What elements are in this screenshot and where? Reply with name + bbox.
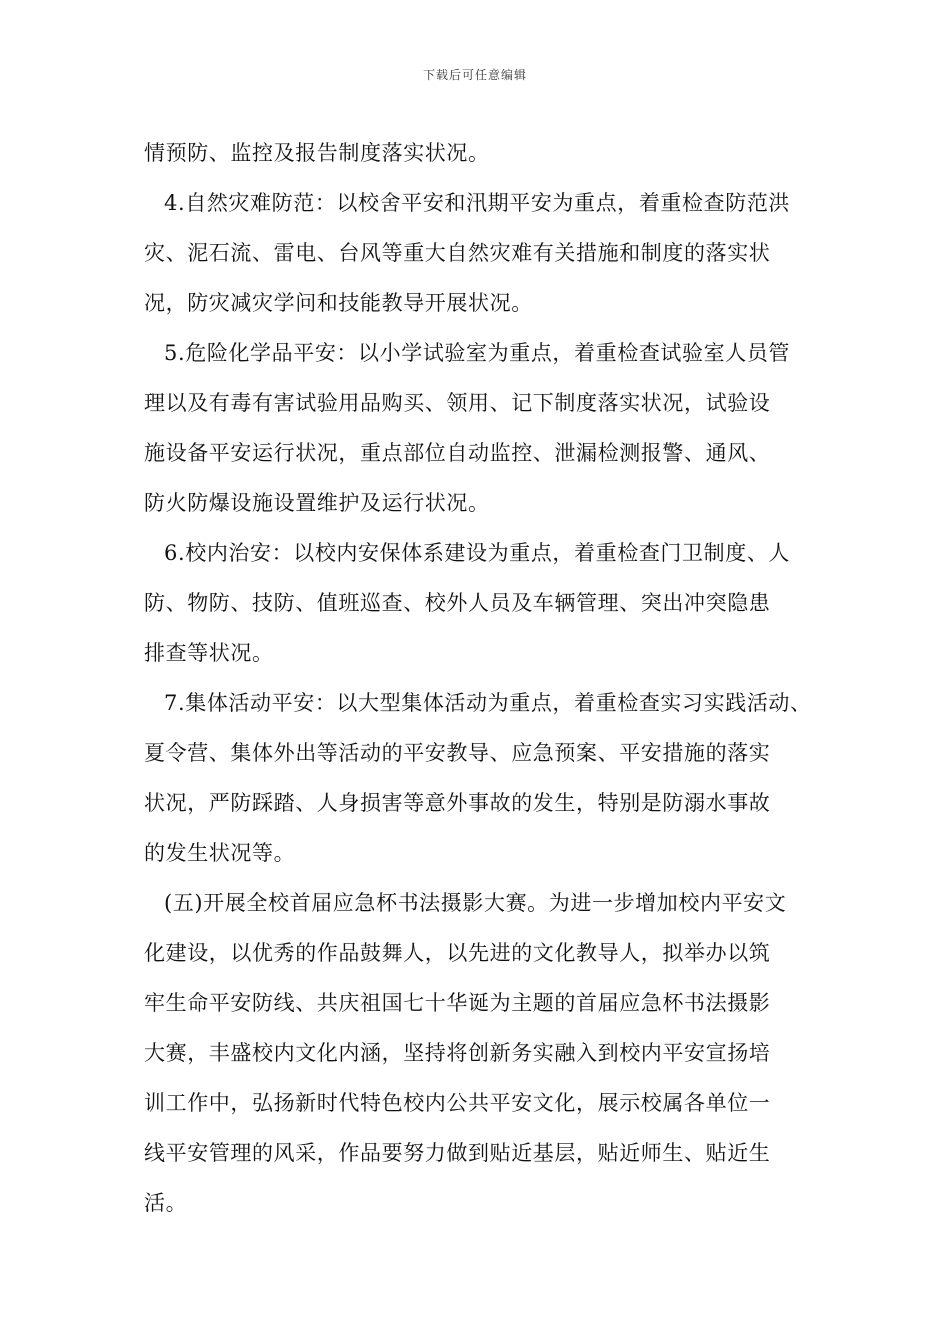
text-line: 牢生命平安防线、共庆祖国七十华诞为主题的首届应急杯书法摄影 — [144, 991, 771, 1015]
text-line: 的发生状况等。 — [144, 841, 296, 865]
text-line: 施设备平安运行状况，重点部位自动监控、泄漏检测报警、通风、 — [144, 441, 771, 465]
text-line: 理以及有毒有害试验用品购买、领用、记下制度落实状况，试验设 — [144, 391, 771, 415]
section-five-heading-line: (五)开展全校首届应急杯书法摄影大赛。为进一步增加校内平安文 — [164, 891, 787, 915]
text-line: 线平安管理的风采，作品要努力做到贴近基层，贴近师生、贴近生 — [144, 1141, 771, 1165]
text-line: 状况，严防踩踏、人身损害等意外事故的发生，特别是防溺水事故 — [144, 791, 771, 815]
text-line: 训工作中，弘扬新时代特色校内公共平安文化，展示校属各单位一 — [144, 1091, 771, 1115]
page-header: 下载后可任意编辑 — [422, 68, 527, 82]
section-7-heading-line: 7.集体活动平安：以大型集体活动为重点，着重检查实习实践活动、 — [164, 691, 812, 715]
section-4-heading-line: 4.自然灾难防范：以校舍平安和汛期平安为重点，着重检查防范洪 — [164, 191, 791, 215]
text-line: 况，防灾减灾学问和技能教导开展状况。 — [144, 291, 533, 315]
text-line: 排查等状况。 — [144, 641, 274, 665]
text-line: 灾、泥石流、雷电、台风等重大自然灾难有关措施和制度的落实状 — [144, 241, 771, 265]
document-body — [144, 128, 816, 1228]
text-line: 化建设，以优秀的作品鼓舞人，以先进的文化教导人，拟举办以筑 — [144, 941, 771, 965]
text-line: 防火防爆设施设置维护及运行状况。 — [144, 491, 490, 515]
section-6-heading-line: 6.校内治安：以校内安保体系建设为重点，着重检查门卫制度、人 — [164, 541, 791, 565]
text-line: 防、物防、技防、值班巡查、校外人员及车辆管理、突出冲突隐患 — [144, 591, 771, 615]
text-line: 情预防、监控及报告制度落实状况。 — [144, 141, 490, 165]
text-line: 夏令营、集体外出等活动的平安教导、应急预案、平安措施的落实 — [144, 741, 771, 765]
section-5-heading-line: 5.危险化学品平安：以小学试验室为重点，着重检查试验室人员管 — [164, 341, 791, 365]
text-line: 活。 — [144, 1191, 188, 1215]
text-line: 大赛，丰盛校内文化内涵，坚持将创新务实融入到校内平安宣扬培 — [144, 1041, 771, 1065]
